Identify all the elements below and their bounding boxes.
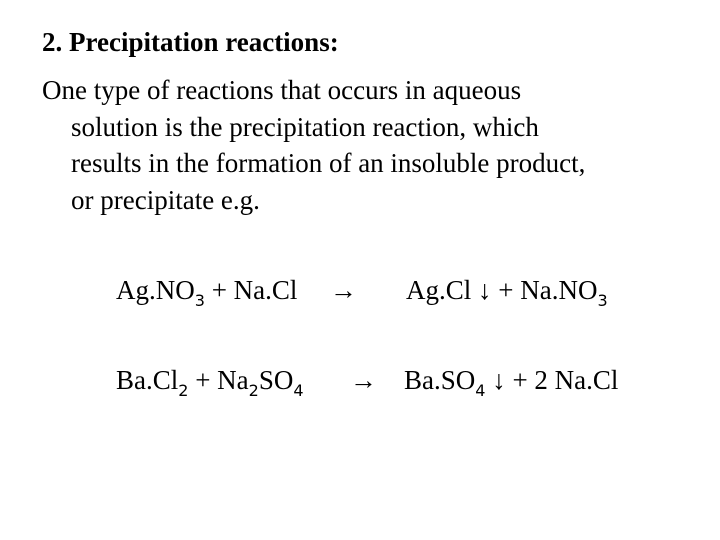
reactant-text: Ag.NO (116, 275, 195, 305)
equation-reactants (116, 362, 304, 402)
reactant-text: SO (258, 365, 294, 395)
section-title: Precipitation reactions: (69, 27, 339, 57)
paragraph-line-3: results in the formation of an insoluble product, (71, 148, 586, 178)
subscript: 3 (194, 291, 205, 310)
reaction-arrow: → (330, 275, 357, 305)
section-number: 2. (42, 27, 63, 57)
equation-products (404, 362, 618, 402)
reactant-text: Ba.Cl (116, 365, 179, 395)
subscript: 3 (597, 291, 608, 310)
product-text: Ba.SO (404, 365, 476, 395)
subscript: 2 (178, 381, 189, 400)
equation-products (406, 272, 608, 312)
paragraph-line-4: or precipitate e.g. (71, 184, 260, 215)
product-text: Ag.Cl ↓ + Na.NO (406, 275, 598, 305)
product-text: ↓ + 2 Na.Cl (485, 365, 619, 395)
paragraph-line-2: solution is the precipitation reaction, which (71, 111, 539, 142)
subscript: 4 (293, 381, 304, 400)
paragraph-line-1: One type of reactions that occurs in aqueous (42, 75, 522, 105)
section-heading (42, 24, 339, 60)
subscript: 4 (475, 381, 486, 400)
reactant-text: + Na (188, 365, 249, 395)
reaction-arrow: → (350, 365, 377, 395)
reactant-text: + Na.Cl (204, 275, 298, 305)
subscript: 2 (248, 381, 259, 400)
equation-reactants (116, 272, 297, 312)
description-paragraph (42, 72, 682, 218)
